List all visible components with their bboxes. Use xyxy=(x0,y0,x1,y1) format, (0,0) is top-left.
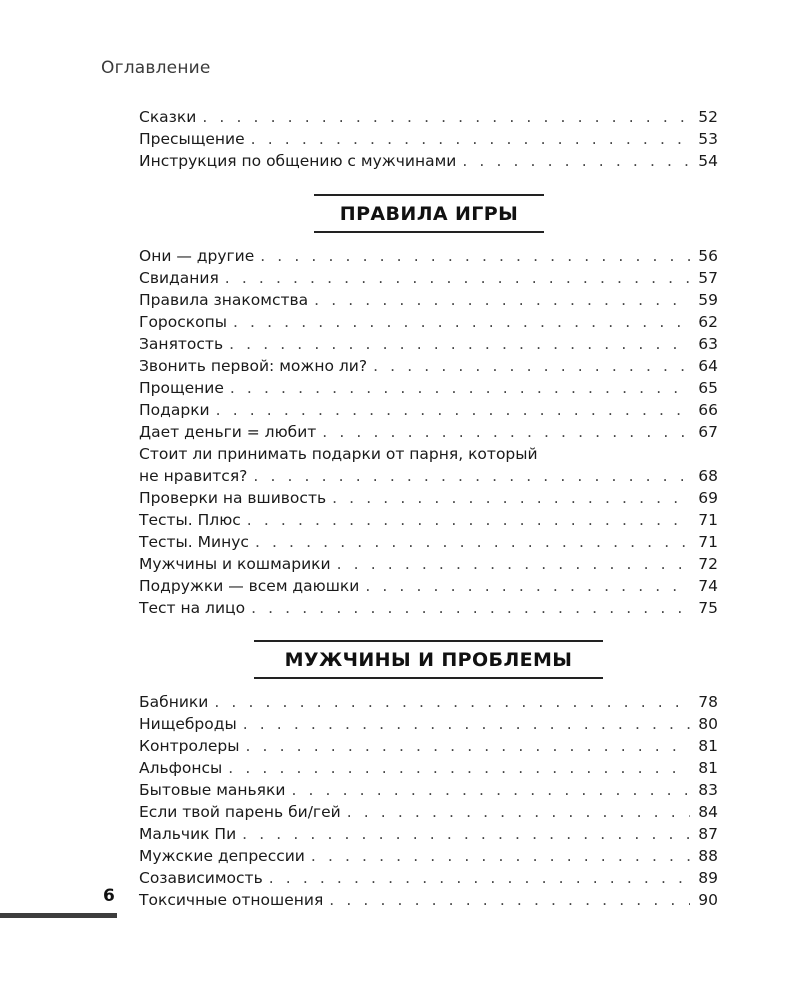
toc-entry[interactable] xyxy=(139,845,718,867)
toc-entry-page: 88 xyxy=(698,847,718,865)
toc-entry-title: Альфонсы xyxy=(139,759,223,777)
toc-entry-page: 56 xyxy=(698,247,718,265)
leader-dots xyxy=(216,399,690,421)
toc-entry-title: Правила знакомства xyxy=(139,291,309,309)
toc-entry[interactable] xyxy=(139,801,718,823)
heading-rule-bottom xyxy=(254,677,603,679)
leader-dots xyxy=(247,509,690,531)
leader-dots xyxy=(214,691,690,713)
toc-entry-title: Бытовые маньяки xyxy=(139,781,286,799)
toc-entry-page: 54 xyxy=(698,152,718,170)
toc-entry-title: Тест на лицо xyxy=(139,599,246,617)
toc-entry-title: Нищеброды xyxy=(139,715,237,733)
leader-dots xyxy=(311,845,690,867)
toc-entry-page: 78 xyxy=(698,693,718,711)
toc-entry[interactable] xyxy=(139,487,718,509)
toc-entry-page: 84 xyxy=(698,803,718,821)
toc-entry[interactable] xyxy=(139,333,718,355)
leader-dots xyxy=(243,713,690,735)
toc-entry-page: 71 xyxy=(698,511,718,529)
toc-entry[interactable] xyxy=(139,691,718,713)
toc-entry-page: 81 xyxy=(698,737,718,755)
leader-dots xyxy=(347,801,690,823)
leader-dots xyxy=(373,355,690,377)
toc-entry[interactable] xyxy=(139,399,718,421)
toc-entry-title: Сказки xyxy=(139,108,197,126)
leader-dots xyxy=(462,150,690,172)
leader-dots xyxy=(329,889,690,911)
toc-entry[interactable] xyxy=(139,377,718,399)
toc-entry[interactable] xyxy=(139,267,718,289)
leader-dots xyxy=(233,311,690,333)
toc-entry[interactable] xyxy=(139,311,718,333)
leader-dots xyxy=(260,245,690,267)
toc-entry-title: Инструкция по общению с мужчинами xyxy=(139,152,457,170)
toc-entry-page: 59 xyxy=(698,291,718,309)
toc-entry-page: 66 xyxy=(698,401,718,419)
toc-entry-page: 67 xyxy=(698,423,718,441)
toc-entry[interactable] xyxy=(139,106,718,128)
toc-entry-page: 89 xyxy=(698,869,718,887)
toc-entry-title: Мужские депрессии xyxy=(139,847,305,865)
leader-dots xyxy=(242,823,690,845)
leader-dots xyxy=(322,421,690,443)
toc-entry[interactable] xyxy=(139,245,718,267)
toc-entry-page: 75 xyxy=(698,599,718,617)
toc-entry-page: 81 xyxy=(698,759,718,777)
toc-entry[interactable] xyxy=(139,509,718,531)
toc-entry-title: Свидания xyxy=(139,269,219,287)
toc-entry[interactable] xyxy=(139,443,718,487)
leader-dots xyxy=(202,106,690,128)
toc-entry-title: не нравится? xyxy=(139,467,248,485)
toc-entry[interactable] xyxy=(139,355,718,377)
toc-entry-page: 53 xyxy=(698,130,718,148)
toc-entry-title: Подружки — всем даюшки xyxy=(139,577,360,595)
toc-entry[interactable] xyxy=(139,779,718,801)
toc-entry-page: 83 xyxy=(698,781,718,799)
toc-entry-page: 74 xyxy=(698,577,718,595)
toc-entry[interactable] xyxy=(139,150,718,172)
toc-entry-title: Созависимость xyxy=(139,869,263,887)
leader-dots xyxy=(332,487,690,509)
toc-entry[interactable] xyxy=(139,531,718,553)
toc-entry-page: 62 xyxy=(698,313,718,331)
toc-entry-page: 68 xyxy=(698,467,718,485)
toc-entry-title: Тесты. Плюс xyxy=(139,511,241,529)
leader-dots xyxy=(314,289,690,311)
toc-list-section1 xyxy=(139,245,718,619)
folio-bar xyxy=(0,913,117,918)
toc-entry-page: 65 xyxy=(698,379,718,397)
toc-entry-title: Они — другие xyxy=(139,247,255,265)
leader-dots xyxy=(225,267,690,289)
leader-dots xyxy=(269,867,690,889)
toc-entry-page: 63 xyxy=(698,335,718,353)
toc-entry-title: Бабники xyxy=(139,693,209,711)
section-heading-rules-of-game xyxy=(314,194,544,233)
toc-entry-title: Гороскопы xyxy=(139,313,227,331)
section-heading-text: ПРАВИЛА ИГРЫ xyxy=(339,203,519,225)
leader-dots xyxy=(291,779,690,801)
section-heading-men-and-problems xyxy=(254,640,603,679)
toc-entry[interactable] xyxy=(139,128,718,150)
leader-dots xyxy=(365,575,690,597)
toc-entry[interactable] xyxy=(139,597,718,619)
toc-entry-title: Проверки на вшивость xyxy=(139,489,327,507)
toc-entry-title: Звонить первой: можно ли? xyxy=(139,357,368,375)
toc-entry-page: 52 xyxy=(698,108,718,126)
leader-dots xyxy=(337,553,690,575)
running-head: Оглавление xyxy=(101,58,211,78)
toc-list-group1 xyxy=(139,106,718,172)
leader-dots xyxy=(229,333,690,355)
toc-entry-title-line1: Стоит ли принимать подарки от парня, который xyxy=(139,445,538,463)
toc-entry-title: Мужчины и кошмарики xyxy=(139,555,331,573)
toc-entry[interactable] xyxy=(139,735,718,757)
toc-entry[interactable] xyxy=(139,421,718,443)
toc-entry-page: 80 xyxy=(698,715,718,733)
toc-entry[interactable] xyxy=(139,867,718,889)
page-number: 6 xyxy=(103,886,115,906)
toc-entry[interactable] xyxy=(139,575,718,597)
leader-dots xyxy=(230,377,690,399)
toc-entry[interactable] xyxy=(139,757,718,779)
leader-dots xyxy=(255,531,690,553)
leader-dots xyxy=(228,757,690,779)
toc-entry-title: Прощение xyxy=(139,379,224,397)
toc-entry-title: Пресыщение xyxy=(139,130,245,148)
toc-entry-title: Подарки xyxy=(139,401,210,419)
leader-dots xyxy=(251,597,690,619)
toc-entry-page: 72 xyxy=(698,555,718,573)
toc-entry[interactable] xyxy=(139,889,718,911)
toc-entry-page: 87 xyxy=(698,825,718,843)
toc-entry[interactable] xyxy=(139,823,718,845)
toc-entry-page: 64 xyxy=(698,357,718,375)
toc-entry-title: Дает деньги = любит xyxy=(139,423,317,441)
toc-entry-title: Токсичные отношения xyxy=(139,891,324,909)
leader-dots xyxy=(251,128,690,150)
toc-entry[interactable] xyxy=(139,553,718,575)
toc-entry-page: 57 xyxy=(698,269,718,287)
toc-entry-page: 90 xyxy=(698,891,718,909)
toc-entry[interactable] xyxy=(139,713,718,735)
toc-entry-page: 71 xyxy=(698,533,718,551)
toc-entry-title: Контролеры xyxy=(139,737,240,755)
section-heading-text: МУЖЧИНЫ И ПРОБЛЕМЫ xyxy=(284,649,573,671)
toc-entry-title: Занятость xyxy=(139,335,224,353)
heading-rule-bottom xyxy=(314,231,544,233)
toc-entry[interactable] xyxy=(139,289,718,311)
toc-list-section2 xyxy=(139,691,718,911)
toc-entry-title: Если твой парень би/гей xyxy=(139,803,341,821)
leader-dots xyxy=(253,465,690,487)
leader-dots xyxy=(246,735,691,757)
toc-entry-title: Мальчик Пи xyxy=(139,825,237,843)
toc-entry-page: 69 xyxy=(698,489,718,507)
toc-entry-title: Тесты. Минус xyxy=(139,533,249,551)
